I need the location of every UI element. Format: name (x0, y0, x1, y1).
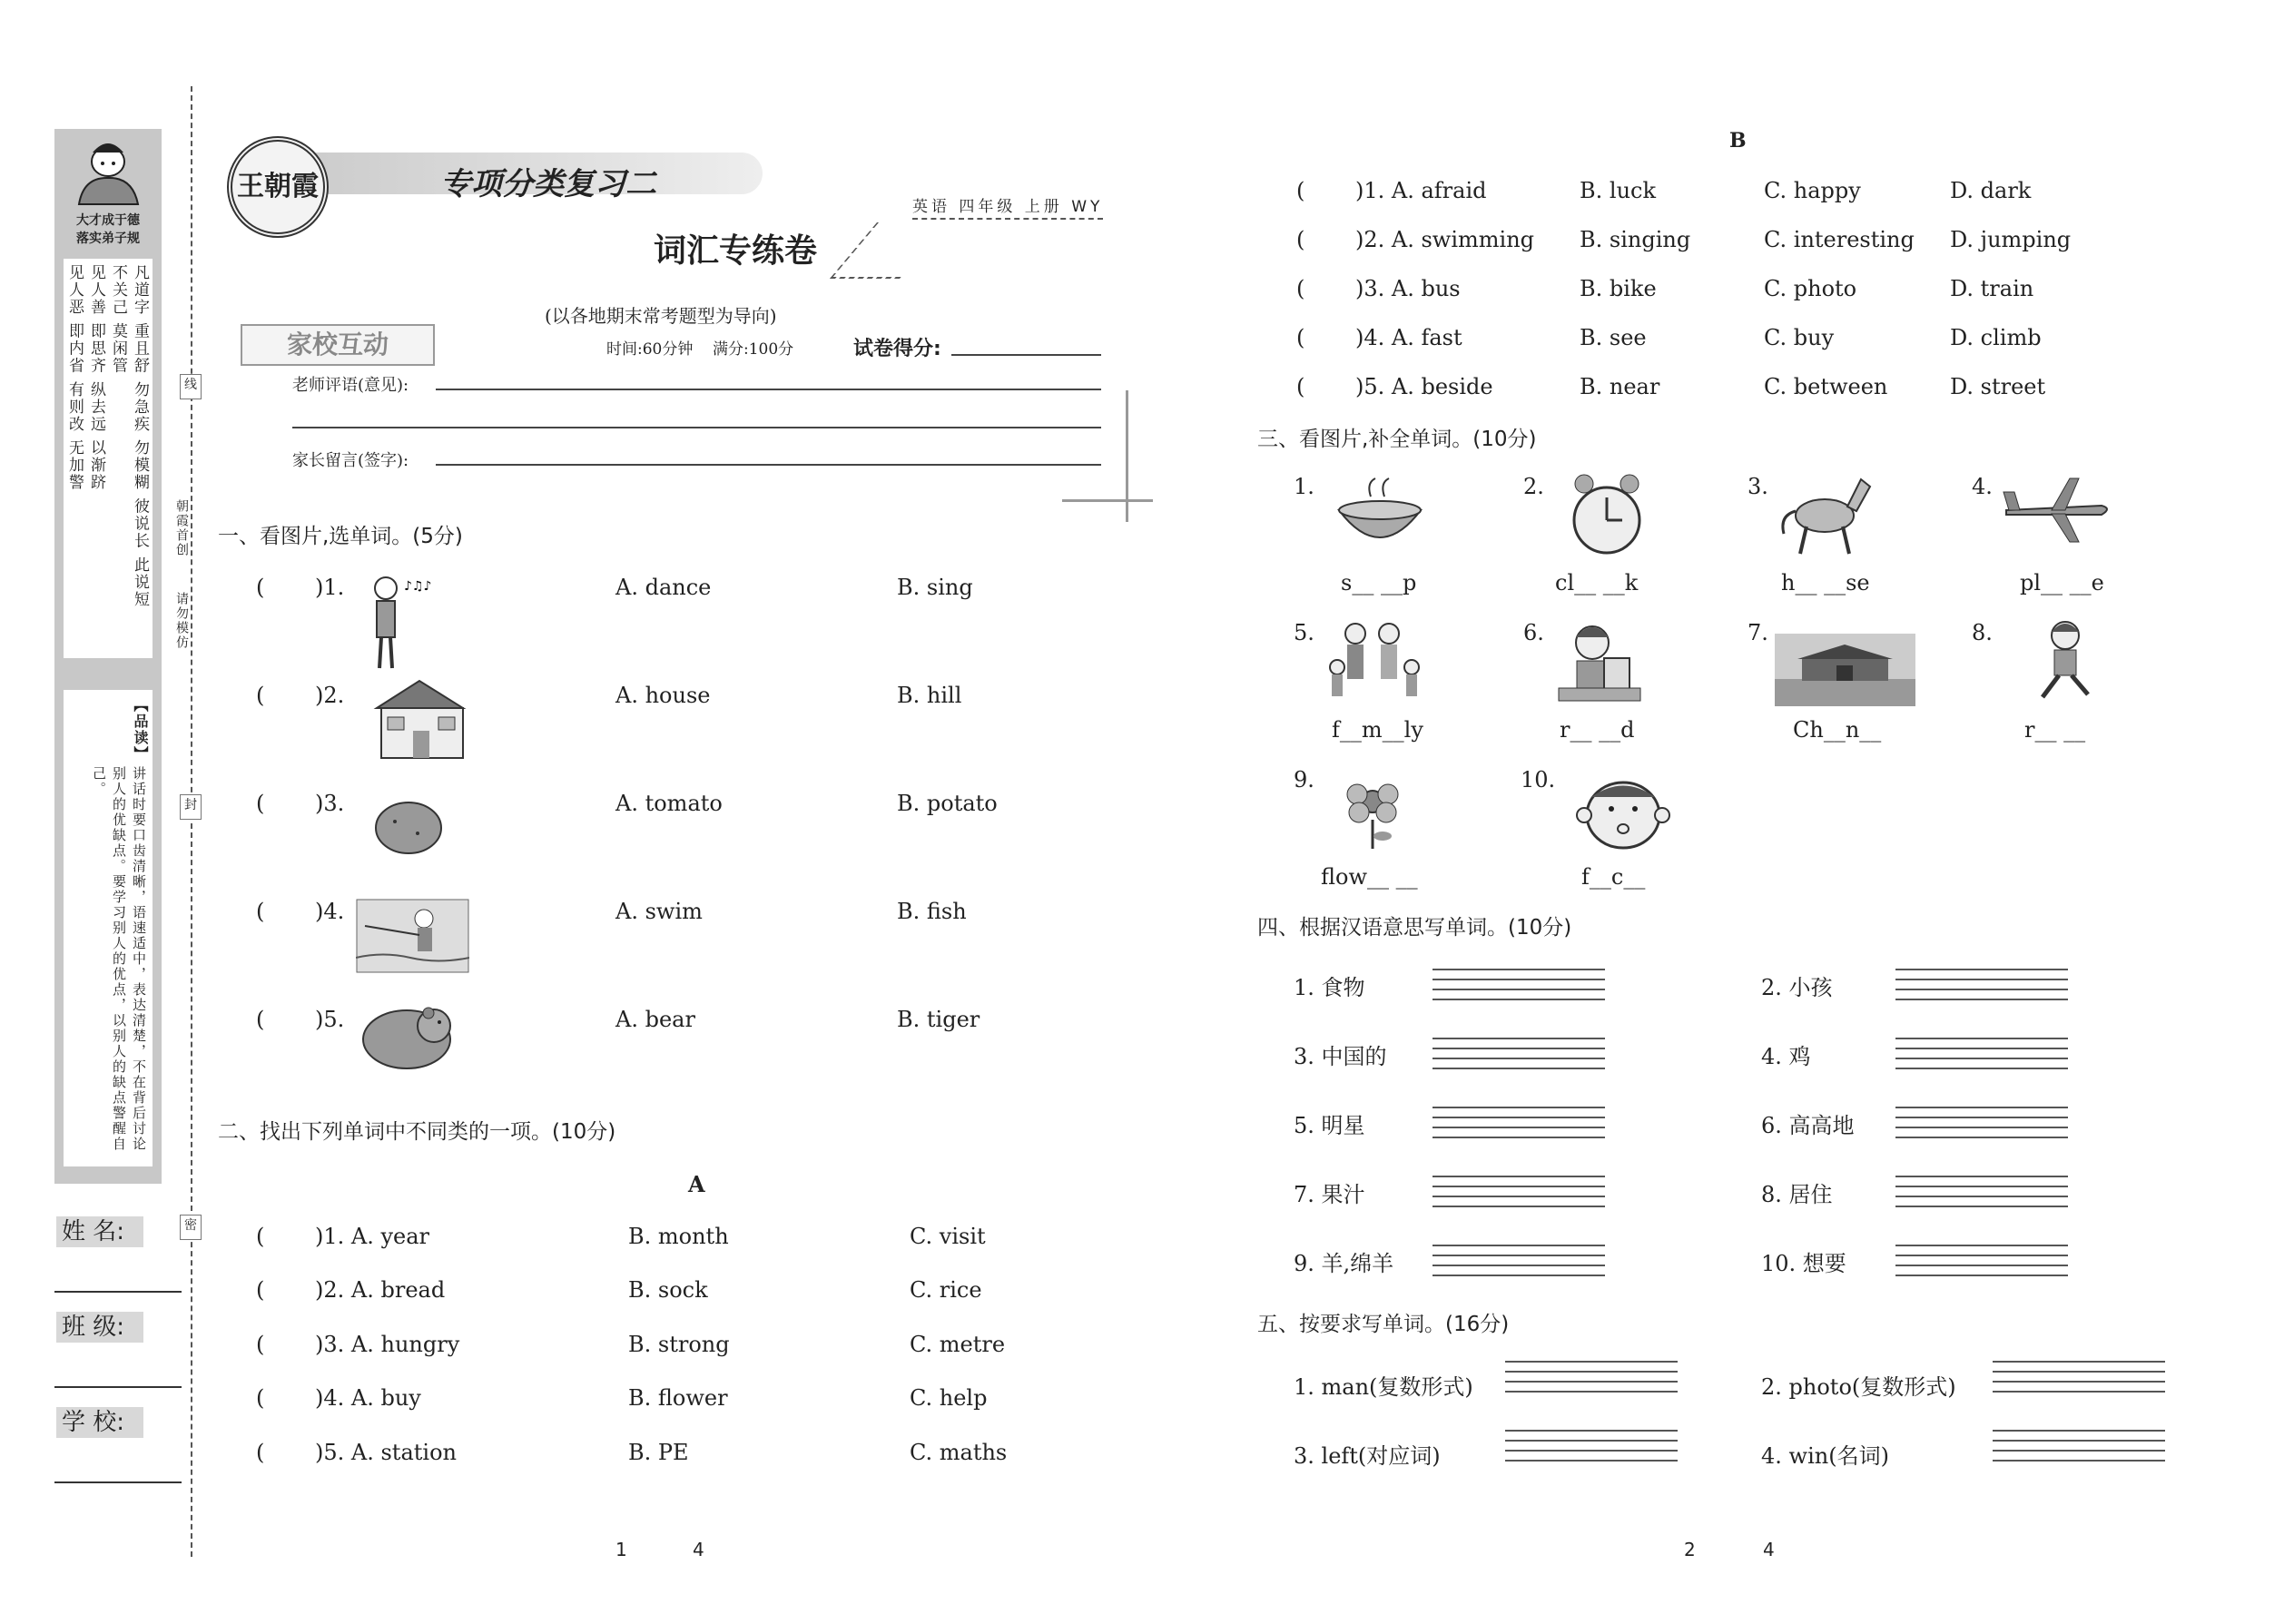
write-lines[interactable] (1433, 1167, 1605, 1211)
plane-image (2002, 474, 2115, 546)
paren: ( (256, 1007, 265, 1032)
paren: ( (1296, 178, 1305, 203)
option-a: A. dance (615, 575, 712, 600)
title-dash (830, 222, 947, 279)
page-number: 4 (693, 1539, 704, 1560)
question-stem: )5. A. station (315, 1440, 457, 1465)
side-motto (58, 211, 158, 247)
class-label: 班 级: (56, 1312, 143, 1343)
option-d: D. street (1950, 374, 2046, 399)
write-lines[interactable] (1895, 1029, 2068, 1073)
option-b: B. sing (897, 575, 973, 600)
singing-boy-image (363, 570, 445, 670)
word-blank: s__ __p (1341, 570, 1417, 595)
poem-col: 见人善 即思齐 纵去远 以渐跻 (87, 264, 105, 492)
part-a-label: A (688, 1171, 705, 1197)
mascot-image (65, 136, 152, 207)
item-number: 8. (1972, 620, 1993, 645)
word-prompt: 2. photo(复数形式) (1761, 1374, 1956, 1400)
item-number: 10. (1521, 767, 1556, 792)
china-landmark-image (1775, 634, 1915, 706)
item-number: 7. (1748, 620, 1768, 645)
question-stem: )5. A. beside (1355, 374, 1493, 399)
motto-line: 落实弟子规 (76, 231, 140, 246)
reading-title: 【品读】 (132, 697, 149, 763)
option-b: B. near (1580, 374, 1660, 399)
word-blank: f__c__ (1581, 864, 1646, 890)
class-line[interactable] (54, 1384, 182, 1388)
word-blank: f__m__ly (1332, 717, 1423, 743)
chinese-prompt: 10. 想要 (1761, 1251, 1846, 1276)
full-score: 满分:100分 (712, 340, 794, 359)
chinese-prompt: 7. 果汁 (1294, 1182, 1365, 1207)
series-title: 专项分类复习二 (440, 166, 656, 202)
question-number: )5. (315, 1007, 345, 1032)
chinese-prompt: 8. 居住 (1761, 1182, 1833, 1207)
chinese-prompt: 4. 鸡 (1761, 1044, 1811, 1069)
poem-col: 不关己 莫闲管 (109, 264, 127, 375)
soup-image (1334, 474, 1425, 556)
page-title: 词汇专练卷 (654, 231, 818, 270)
section-2-title: 二、找出下列单词中不同类的一项。(10分) (218, 1120, 616, 1144)
option-b: B. month (628, 1224, 729, 1249)
write-lines[interactable] (1433, 960, 1605, 1004)
question-stem: )1. A. year (315, 1224, 430, 1249)
paren: ( (1296, 325, 1305, 350)
question-stem: )4. A. buy (315, 1385, 421, 1411)
option-b: B. potato (897, 791, 998, 816)
word-prompt: 4. win(名词) (1761, 1443, 1889, 1469)
cut-mark: 线 (180, 374, 202, 399)
write-lines[interactable] (1895, 1167, 2068, 1211)
option-b: B. singing (1580, 227, 1691, 252)
horse-image (1775, 470, 1875, 556)
question-stem: )3. A. bus (1355, 276, 1461, 301)
option-b: B. sock (628, 1277, 708, 1303)
option-d: D. dark (1950, 178, 2032, 203)
option-b: B. strong (628, 1332, 730, 1357)
section-1-title: 一、看图片,选单词。(5分) (218, 525, 463, 548)
option-a: A. swim (615, 899, 703, 924)
paren: ( (256, 1385, 265, 1411)
item-number: 4. (1972, 474, 1993, 499)
chinese-prompt: 2. 小孩 (1761, 975, 1833, 1000)
item-number: 2. (1523, 474, 1544, 499)
question-stem: )4. A. fast (1355, 325, 1462, 350)
page-number: 2 (1684, 1539, 1696, 1560)
question-stem: )2. A. bread (315, 1277, 446, 1303)
question-number: )3. (315, 791, 345, 816)
item-number: 5. (1294, 620, 1314, 645)
teacher-comment-line[interactable] (292, 427, 1101, 428)
option-c: C. between (1764, 374, 1888, 399)
write-lines[interactable] (1993, 1353, 2165, 1396)
question-number: )1. (315, 575, 345, 600)
option-c: C. interesting (1764, 227, 1915, 252)
paren: ( (256, 575, 265, 600)
option-c: C. happy (1764, 178, 1861, 203)
paren: ( (1296, 227, 1305, 252)
question-stem: )2. A. swimming (1355, 227, 1535, 252)
flower-image (1339, 774, 1407, 851)
cut-mark: 密 (180, 1215, 202, 1240)
chinese-prompt: 1. 食物 (1294, 975, 1365, 1000)
reading-box (64, 690, 153, 1166)
logo: 王朝霞 (227, 136, 329, 238)
item-number: 3. (1748, 474, 1768, 499)
write-lines[interactable] (1433, 1029, 1605, 1073)
option-b: B. fish (897, 899, 967, 924)
item-number: 1. (1294, 474, 1314, 499)
cut-mark: 封 (180, 794, 202, 820)
option-b: B. flower (628, 1385, 728, 1411)
option-c: C. visit (910, 1224, 986, 1249)
option-c: C. photo (1764, 276, 1857, 301)
motto-line: 大才成于德 (76, 213, 140, 228)
option-d: D. jumping (1950, 227, 2072, 252)
svg-text:♪♫♪: ♪♫♪ (404, 579, 432, 594)
fishing-image (356, 899, 469, 973)
word-blank: flow__ __ (1321, 864, 1418, 890)
write-lines[interactable] (1433, 1098, 1605, 1142)
option-d: D. climb (1950, 325, 2042, 350)
poem-col: 见人恶 即内省 有则改 无加警 (65, 264, 84, 492)
school-label: 学 校: (56, 1407, 143, 1438)
question-number: )2. (315, 683, 345, 708)
paren: ( (256, 791, 265, 816)
option-b: B. bike (1580, 276, 1657, 301)
frame-line (1126, 390, 1128, 522)
time-limit: 时间:60分钟 (606, 340, 694, 359)
question-number: )4. (315, 899, 345, 924)
word-blank: h__ __se (1781, 570, 1870, 595)
question-stem: )1. A. afraid (1355, 178, 1487, 203)
write-lines[interactable] (1895, 960, 2068, 1004)
section-4-title: 四、根据汉语意思写单词。(10分) (1257, 916, 1572, 940)
option-b: B. luck (1580, 178, 1657, 203)
part-b-label: B (1729, 129, 1747, 153)
running-boy-image (2024, 617, 2102, 704)
bear-image (361, 999, 457, 1073)
score-label: 试卷得分: (853, 338, 941, 360)
write-lines[interactable] (1993, 1422, 2165, 1465)
teacher-comment-label: 老师评语(意见): (292, 376, 409, 395)
option-b: B. PE (628, 1440, 689, 1465)
write-lines[interactable] (1895, 1098, 2068, 1142)
parent-note-label: 家长留言(签字): (292, 451, 409, 470)
chinese-prompt: 9. 羊,绵羊 (1294, 1251, 1394, 1276)
write-lines[interactable] (1433, 1236, 1605, 1280)
time-info (606, 336, 793, 359)
option-c: C. help (910, 1385, 988, 1411)
face-image (1573, 774, 1673, 851)
item-number: 6. (1523, 620, 1544, 645)
word-blank: r__ __ (2024, 717, 2086, 743)
option-b: B. see (1580, 325, 1647, 350)
word-prompt: 1. man(复数形式) (1294, 1374, 1473, 1400)
potato-image (372, 799, 445, 858)
chinese-prompt: 5. 明星 (1294, 1113, 1365, 1138)
name-line[interactable] (54, 1289, 182, 1293)
word-blank: pl__ __e (2020, 570, 2104, 595)
teacher-comment-line[interactable] (436, 389, 1101, 390)
page-number: 4 (1763, 1539, 1775, 1560)
paren: ( (256, 1440, 265, 1465)
option-a: A. house (615, 683, 711, 708)
clock-image (1566, 470, 1648, 556)
parent-note-line[interactable] (436, 464, 1101, 466)
write-lines[interactable] (1505, 1422, 1678, 1465)
home-school-badge: 家校互动 (241, 324, 435, 366)
option-d: D. train (1950, 276, 2034, 301)
subtitle: (以各地期末常考题型为导向) (545, 305, 777, 327)
item-number: 9. (1294, 767, 1314, 792)
option-c: C. rice (910, 1277, 982, 1303)
paren: ( (256, 1332, 265, 1357)
reading-boy-image (1554, 617, 1645, 704)
option-a: A. tomato (615, 791, 723, 816)
school-line[interactable] (54, 1480, 182, 1483)
paren: ( (256, 899, 265, 924)
section-3-title: 三、看图片,补全单词。(10分) (1257, 428, 1537, 451)
question-stem: )3. A. hungry (315, 1332, 460, 1357)
book-meta: 英语 四年级 上册 WY (912, 193, 1103, 220)
option-c: C. buy (1764, 325, 1835, 350)
section-5-title: 五、按要求写单词。(16分) (1257, 1313, 1510, 1336)
page-number: 1 (615, 1539, 627, 1560)
family-image (1324, 617, 1428, 704)
paren: ( (256, 1224, 265, 1249)
score-line[interactable] (951, 354, 1101, 356)
chinese-prompt: 6. 高高地 (1761, 1113, 1855, 1138)
paren: ( (256, 1277, 265, 1303)
frame-line (1062, 499, 1153, 502)
paren: ( (256, 683, 265, 708)
chinese-prompt: 3. 中国的 (1294, 1044, 1387, 1069)
option-a: A. bear (615, 1007, 695, 1032)
name-label: 姓 名: (56, 1216, 143, 1247)
margin-note: 请勿模仿 (174, 592, 189, 650)
option-c: C. maths (910, 1440, 1008, 1465)
house-image (368, 676, 472, 763)
option-b: B. hill (897, 683, 962, 708)
word-prompt: 3. left(对应词) (1294, 1443, 1441, 1469)
write-lines[interactable] (1505, 1353, 1678, 1396)
option-c: C. metre (910, 1332, 1006, 1357)
paren: ( (1296, 276, 1305, 301)
margin-note: 朝霞首创 (174, 499, 189, 557)
poem-col: 凡道字 重且舒 勿急疾 勿模糊 彼说长 此说短 (131, 264, 149, 609)
cut-line (191, 86, 192, 1557)
word-blank: cl__ __k (1555, 570, 1639, 595)
reading-text: 讲话时要口齿清晰，语速适中，表达清楚，不在背后讨论别人的优缺点。要学习别人的优点，以别人的缺点警醒自己。 (91, 766, 147, 1152)
word-blank: r__ __d (1560, 717, 1635, 743)
paren: ( (1296, 374, 1305, 399)
write-lines[interactable] (1895, 1236, 2068, 1280)
option-b: B. tiger (897, 1007, 980, 1032)
word-blank: Ch__n__ (1793, 717, 1882, 743)
poem-box (64, 259, 153, 658)
